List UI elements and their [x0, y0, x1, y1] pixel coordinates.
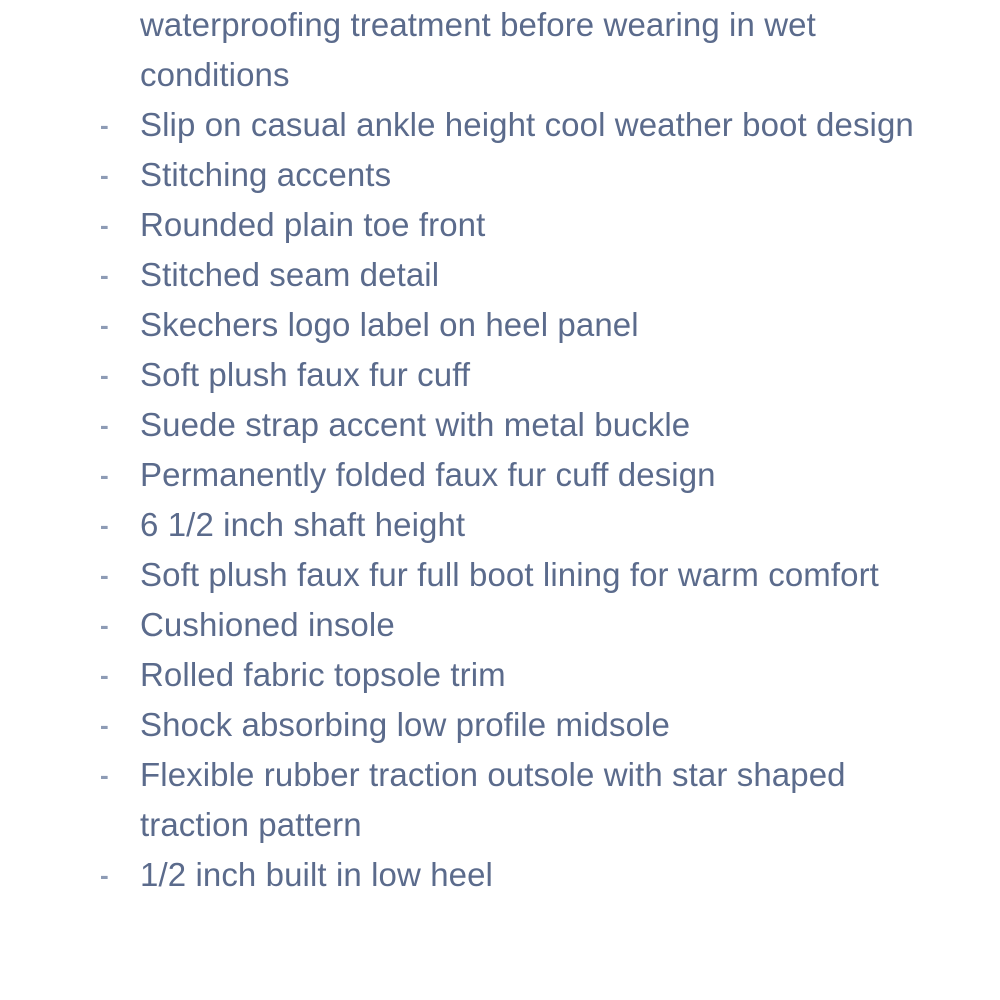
list-item-text: Soft plush faux fur full boot lining for warm comfort [140, 556, 879, 593]
list-item [0, 100, 1000, 150]
list-item-text: Rounded plain toe front [140, 206, 486, 243]
list-bullet-dash: - [100, 710, 109, 740]
list-bullet-dash: - [100, 860, 109, 890]
list-item-text: 6 1/2 inch shaft height [140, 506, 466, 543]
list-item-text: Permanently folded faux fur cuff design [140, 456, 716, 493]
list-item [0, 400, 1000, 450]
list-item-text: Flexible rubber traction outsole with star shaped traction pattern [140, 756, 846, 843]
list-item [0, 250, 1000, 300]
list-bullet-dash: - [100, 460, 109, 490]
list-bullet-dash: - [100, 510, 109, 540]
list-item-text: Stitched seam detail [140, 256, 440, 293]
list-item [0, 300, 1000, 350]
list-item-text: Skechers logo label on heel panel [140, 306, 639, 343]
list-bullet-dash: - [100, 660, 109, 690]
list-item [0, 600, 1000, 650]
list-item-text: Shock absorbing low profile midsole [140, 706, 670, 743]
list-bullet-dash: - [100, 560, 109, 590]
list-item [0, 150, 1000, 200]
list-item [0, 650, 1000, 700]
list-item-text: Suede strap accent with metal buckle [140, 406, 691, 443]
list-item [0, 850, 1000, 900]
list-item [0, 500, 1000, 550]
list-bullet-dash: - [100, 160, 109, 190]
list-bullet-dash: - [100, 110, 109, 140]
list-item [0, 0, 1000, 100]
list-item [0, 750, 1000, 850]
list-item-text: Soft plush faux fur cuff [140, 356, 471, 393]
list-item [0, 200, 1000, 250]
list-bullet-dash: - [100, 260, 109, 290]
list-item-text: Rolled fabric topsole trim [140, 656, 506, 693]
list-bullet-dash: - [100, 310, 109, 340]
list-bullet-dash: - [100, 410, 109, 440]
list-item [0, 700, 1000, 750]
list-bullet-dash: - [100, 360, 109, 390]
list-item-text: Slip on casual ankle height cool weather boot design [140, 106, 914, 143]
list-item-text: Cushioned insole [140, 606, 395, 643]
list-item-text: 1/2 inch built in low heel [140, 856, 493, 893]
list-item-text: waterproofing treatment before wearing in wet conditions [140, 6, 816, 93]
list-item-text: Stitching accents [140, 156, 392, 193]
list-bullet-dash: - [100, 760, 109, 790]
list-bullet-dash: - [100, 210, 109, 240]
list-item [0, 550, 1000, 600]
list-bullet-dash: - [100, 610, 109, 640]
list-item [0, 350, 1000, 400]
list-item [0, 450, 1000, 500]
